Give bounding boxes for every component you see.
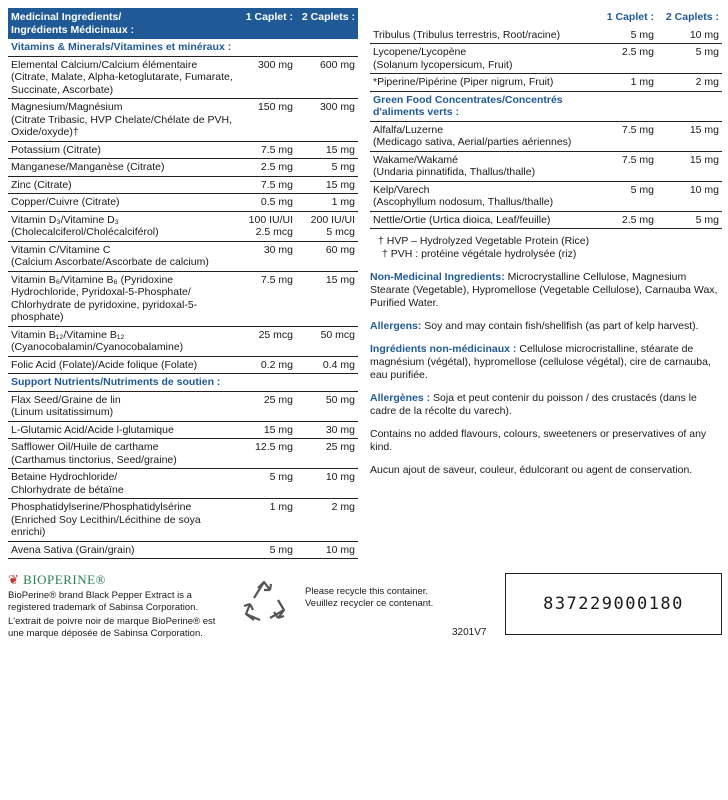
no-added-statement-fr: Aucun ajout de saveur, couleur, édulcorant ou agent de conservation.	[370, 464, 693, 476]
amount-1-caplet: 2.5 mg	[602, 44, 657, 74]
ingredient-source: (Cyanocobalamin/Cyanocobalamine)	[11, 341, 184, 353]
ingredient-source: (Linum usitatissimum)	[11, 406, 114, 418]
ingredient-row	[8, 271, 358, 326]
ingredient-name-cell	[8, 241, 238, 271]
non-medicinal-text-fr: Cellulose microcristalline, stéarate de magnésium (végétal), hypromellose (cellulose végétal), cire de carnauba, eau purifiée.	[370, 343, 711, 381]
header-2-caplets: 2 Caplets :	[296, 8, 358, 39]
amount-1-caplet: 15 mg	[238, 421, 296, 439]
ingredient-source: Chlorhydrate de bétaïne	[11, 483, 124, 496]
amount-2-caplets: 0.4 mg	[296, 356, 358, 374]
ingredient-name-cell	[8, 99, 238, 142]
ingredient-name-cell	[8, 356, 238, 374]
ingredient-name-cell	[8, 271, 238, 326]
ingredient-name: Elemental Calcium/Calcium élémentaire	[11, 58, 198, 71]
ingredient-name: Phosphatidylserine/Phosphatidylsérine	[11, 501, 192, 513]
amount-2-caplets: 5 mg	[296, 159, 358, 177]
ingredient-source: Hydrochloride, Pyridoxal-5-Phosphate/ Chlorhydrate de pyridoxine, pyridoxal-5-phosphate)	[11, 286, 198, 323]
section-title: Green Food Concentrates/Concentrés d'aliments verts :	[370, 91, 722, 121]
amount-2-caplets: 15 mg	[296, 271, 358, 326]
amount-2-caplets: 15 mg	[296, 141, 358, 159]
ingredient-name-cell	[370, 44, 602, 74]
amount-1-caplet: 5 mg	[238, 541, 296, 559]
ingredient-name: Vitamin B₁₂/Vitamine B₁₂	[11, 328, 125, 341]
amount-1-caplet: 2.5 mg	[238, 159, 296, 177]
amount-2-caplets: 5 mg	[657, 211, 722, 229]
ingredient-row	[8, 499, 358, 542]
amount-1-caplet: 300 mg	[238, 56, 296, 99]
ingredient-name: Copper/Cuivre (Citrate)	[11, 196, 120, 208]
amount-2-caplets: 60 mg	[296, 241, 358, 271]
ingredient-name-cell	[8, 421, 238, 439]
ingredient-name-cell	[370, 121, 602, 151]
ingredient-source: (Carthamus tinctorius, Seed/graine)	[11, 453, 177, 466]
ingredient-name: Vitamin B₆/Vitamine B₆ (Pyridoxine	[11, 273, 174, 286]
allergens-label: Allergens:	[370, 320, 422, 332]
ingredient-name-cell	[370, 27, 602, 44]
ingredient-name-cell	[8, 176, 238, 194]
ingredient-name-cell	[8, 211, 238, 241]
right-ingredients-column	[370, 8, 722, 477]
allergens	[370, 320, 722, 333]
non-medicinal-ingredients	[370, 271, 722, 310]
amount-1-caplet: 0.5 mg	[238, 194, 296, 212]
ingredient-name: Magnesium/Magnésium	[11, 101, 123, 113]
no-added-statement: Contains no added flavours, colours, sweeteners or preservatives of any kind.	[370, 428, 707, 453]
ingredient-name-cell	[8, 541, 238, 559]
bioperine-trademark-en: BioPerine® brand Black Pepper Extract is a registered trademark of Sabinsa Corporation.	[8, 590, 199, 613]
amount-1-caplet: 12.5 mg	[238, 439, 296, 469]
medicinal-ingredients-table-continued	[370, 8, 722, 229]
amount-2-caplets: 10 mg	[657, 181, 722, 211]
ingredient-name: Kelp/Varech	[373, 183, 430, 196]
recycle-message	[305, 586, 433, 610]
recycle-text-fr: Veuillez recycler ce contenant.	[305, 598, 434, 609]
ingredient-name-cell	[370, 74, 602, 92]
amount-1-caplet: 150 mg	[238, 99, 296, 142]
medicinal-ingredients-table	[8, 8, 358, 559]
amount-2-caplets: 300 mg	[296, 99, 358, 142]
amount-2-caplets: 2 mg	[657, 74, 722, 92]
ingredient-name-cell	[8, 439, 238, 469]
ingredient-name-cell	[8, 159, 238, 177]
non-medicinal-text: Microcrystalline Cellulose, Magnesium Stearate (Vegetable), Hypromellose (Vegetable Cellulose), Carnauba Wax, Purified Water.	[370, 271, 718, 309]
amount-1-caplet: 100 IU/UI 2.5 mcg	[238, 211, 296, 241]
amount-1-caplet: 7.5 mg	[602, 121, 657, 151]
amount-1-caplet: 7.5 mg	[238, 141, 296, 159]
ingredient-name: *Piperine/Pipérine (Piper nigrum, Fruit)	[373, 76, 554, 88]
ingredient-source: (Enriched Soy Lecithin/Lécithine de soya enrichi)	[11, 513, 201, 538]
ingredient-name: Zinc (Citrate)	[11, 178, 72, 191]
amount-2-caplets: 200 IU/UI 5 mcg	[296, 211, 358, 241]
ingredient-name: L-Glutamic Acid/Acide l-glutamique	[11, 423, 174, 436]
ingredient-name: Flax Seed/Graine de lin	[11, 393, 121, 406]
ingredient-row	[370, 74, 722, 92]
amount-1-caplet: 30 mg	[238, 241, 296, 271]
ingredient-name: Vitamin C/Vitamine C	[11, 243, 111, 256]
amount-2-caplets: 30 mg	[296, 421, 358, 439]
ingredient-source: (Citrate, Malate, Alpha-ketoglutarate, Fumarate, Succinate, Ascorbate)	[11, 71, 233, 96]
ingredient-name: Betaine Hydrochloride/	[11, 471, 118, 483]
ingredient-name-cell	[8, 141, 238, 159]
allergens-label-fr: Allergènes :	[370, 392, 431, 404]
ingredient-name-cell	[8, 499, 238, 542]
allergens-text-fr: Soja et peut contenir du poisson / des crustacés (dans le cadre de la récolte du varech).	[370, 392, 697, 417]
amount-2-caplets: 10 mg	[657, 27, 722, 44]
ingredient-row	[370, 27, 722, 44]
section-heading	[8, 374, 358, 392]
section-heading	[8, 39, 358, 56]
table-header	[8, 8, 358, 39]
ingredient-row	[8, 56, 358, 99]
section-title: Support Nutrients/Nutriments de soutien :	[8, 374, 358, 392]
amount-1-caplet: 5 mg	[602, 27, 657, 44]
amount-2-caplets: 1 mg	[296, 194, 358, 212]
allergens-fr	[370, 392, 722, 418]
ingredient-row	[8, 541, 358, 559]
ingredient-name: Tribulus (Tribulus terrestris, Root/racine)	[373, 28, 561, 41]
product-code: 3201V7	[452, 627, 487, 638]
header-2-caplets: 2 Caplets :	[665, 11, 719, 23]
barcode-number: 837229000180	[505, 573, 722, 635]
ingredient-row	[8, 421, 358, 439]
ingredient-row	[8, 469, 358, 499]
ingredient-row	[8, 241, 358, 271]
ingredient-row	[370, 181, 722, 211]
amount-2-caplets: 50 mcg	[296, 326, 358, 356]
amount-2-caplets: 600 mg	[296, 56, 358, 99]
ingredient-row	[8, 439, 358, 469]
amount-2-caplets: 50 mg	[296, 391, 358, 421]
ingredient-row	[370, 121, 722, 151]
header-spacer	[370, 8, 602, 27]
ingredient-name-cell	[370, 151, 602, 181]
ingredient-source: (Medicago sativa, Aerial/parties aériennes)	[373, 136, 572, 148]
ingredient-source: (Ascophyllum nodosum, Thallus/thalle)	[373, 196, 554, 208]
section-heading	[370, 91, 722, 121]
ingredient-name-cell	[8, 469, 238, 499]
pepper-icon: ❦	[8, 572, 20, 587]
ingredient-row	[8, 194, 358, 212]
ingredient-source: (Cholecalciferol/Cholécalciférol)	[11, 226, 159, 238]
ingredient-name-cell	[8, 326, 238, 356]
ingredient-name-cell	[370, 181, 602, 211]
amount-1-caplet: 7.5 mg	[602, 151, 657, 181]
ingredient-row	[370, 151, 722, 181]
amount-2-caplets: 10 mg	[296, 541, 358, 559]
ingredient-row	[8, 391, 358, 421]
allergens-text: Soy and may contain fish/shellfish (as part of kelp harvest).	[421, 320, 699, 332]
ingredient-name: Alfalfa/Luzerne	[373, 123, 444, 136]
ingredient-name: Nettle/Ortie (Urtica dioica, Leaf/feuille)	[373, 213, 551, 226]
ingredient-name: Lycopene/Lycopène	[373, 46, 467, 58]
ingredient-row	[8, 159, 358, 177]
ingredient-name-cell	[8, 391, 238, 421]
recycle-icon	[240, 578, 288, 626]
ingredient-name: Folic Acid (Folate)/Acide folique (Folate)	[11, 358, 198, 371]
ingredient-name: Safflower Oil/Huile de carthame	[11, 441, 159, 453]
bioperine-trademark-fr: L'extrait de poivre noir de marque BioPerine® est une marque déposée de Sabinsa Corporation.	[8, 616, 216, 639]
ingredient-source: (Solanum lycopersicum, Fruit)	[373, 58, 513, 71]
amount-1-caplet: 5 mg	[602, 181, 657, 211]
ingredient-source: (Calcium Ascorbate/Ascorbate de calcium)	[11, 256, 209, 268]
ingredient-source: (Citrate Tribasic, HVP Chelate/Chélate de PVH, Oxide/oxyde)†	[11, 113, 232, 138]
ingredient-row	[8, 326, 358, 356]
ingredient-source: (Undaria pinnatifida, Thallus/thalle)	[373, 166, 536, 178]
ingredient-name-cell	[370, 211, 602, 229]
table-header	[370, 8, 722, 27]
ingredient-row	[8, 141, 358, 159]
ingredient-row	[8, 176, 358, 194]
header-1-caplet: 1 Caplet :	[238, 8, 296, 39]
left-ingredients-column	[8, 8, 358, 559]
ingredient-row	[8, 356, 358, 374]
amount-1-caplet: 25 mcg	[238, 326, 296, 356]
amount-1-caplet: 1 mg	[602, 74, 657, 92]
bioperine-logo	[8, 572, 223, 588]
amount-2-caplets: 2 mg	[296, 499, 358, 542]
amount-2-caplets: 15 mg	[657, 121, 722, 151]
amount-1-caplet: 1 mg	[238, 499, 296, 542]
bioperine-brand: BIOPERINE®	[23, 572, 106, 587]
non-medicinal-label-fr: Ingrédients non-médicinaux :	[370, 343, 517, 355]
header-ingredient-label: Medicinal Ingredients/ Ingrédients Médicinaux :	[8, 8, 238, 39]
amount-2-caplets: 25 mg	[296, 439, 358, 469]
amount-1-caplet: 2.5 mg	[602, 211, 657, 229]
section-title: Vitamins & Minerals/Vitamines et minéraux :	[8, 39, 358, 56]
ingredient-row	[370, 211, 722, 229]
hvp-footnote: † HVP – Hydrolyzed Vegetable Protein (Rice)	[378, 235, 590, 247]
ingredient-name: Vitamin D₃/Vitamine D₃	[11, 213, 119, 226]
ingredient-name-cell	[8, 56, 238, 99]
amount-1-caplet: 25 mg	[238, 391, 296, 421]
ingredient-name: Avena Sativa (Grain/grain)	[11, 543, 135, 556]
amount-1-caplet: 0.2 mg	[238, 356, 296, 374]
ingredient-name-cell	[8, 194, 238, 212]
bioperine-block	[8, 572, 223, 640]
amount-1-caplet: 5 mg	[238, 469, 296, 499]
amount-1-caplet: 7.5 mg	[238, 176, 296, 194]
header-1-caplet: 1 Caplet :	[606, 11, 654, 23]
non-medicinal-ingredients-fr	[370, 343, 722, 382]
ingredient-row	[370, 44, 722, 74]
non-medicinal-label: Non-Medicinal Ingredients:	[370, 271, 505, 283]
pvh-footnote: † PVH : protéine végétale hydrolysée (riz)	[382, 248, 577, 260]
amount-1-caplet: 7.5 mg	[238, 271, 296, 326]
ingredient-name: Manganese/Manganèse (Citrate)	[11, 161, 165, 173]
amount-2-caplets: 5 mg	[657, 44, 722, 74]
amount-2-caplets: 10 mg	[296, 469, 358, 499]
ingredient-row	[8, 99, 358, 142]
ingredient-row	[8, 211, 358, 241]
ingredient-name: Wakame/Wakamé	[373, 153, 458, 166]
amount-2-caplets: 15 mg	[657, 151, 722, 181]
recycle-text-en: Please recycle this container.	[305, 586, 429, 597]
amount-2-caplets: 15 mg	[296, 176, 358, 194]
ingredient-name: Potassium (Citrate)	[11, 143, 101, 156]
